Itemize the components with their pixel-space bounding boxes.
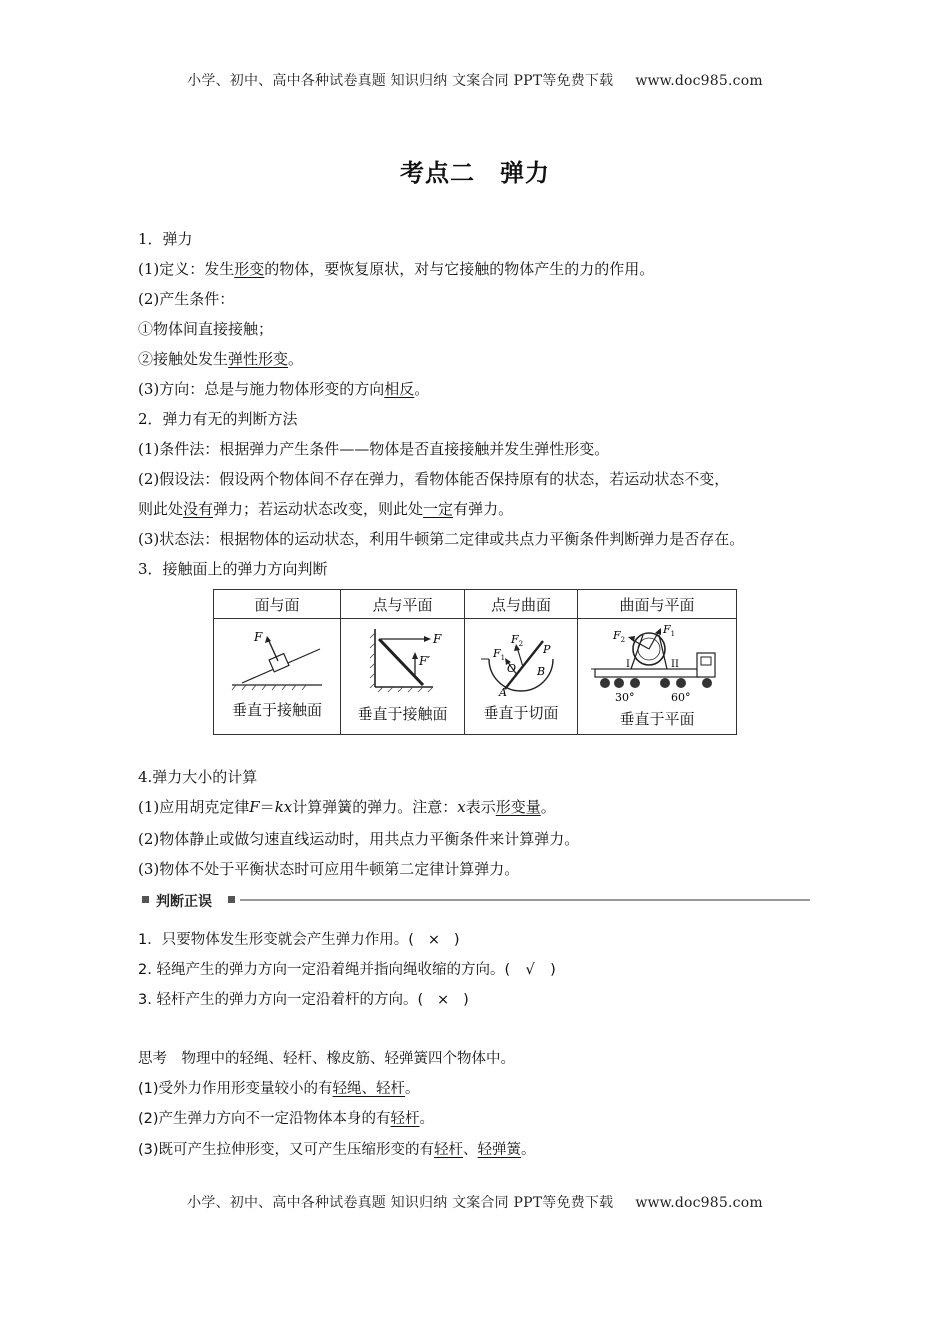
s1-condition-1: ①物体间直接接触；: [138, 320, 274, 338]
fig-label-P: P: [543, 643, 551, 656]
s2-method-2b: [138, 499, 513, 519]
header-url[interactable]: www.doc985.com: [635, 73, 763, 89]
judge-label: 判断正误: [156, 894, 212, 910]
q2-b: 。: [419, 1111, 435, 1127]
q1-b: 。: [405, 1081, 420, 1097]
q3-underline-1: 轻杆: [434, 1142, 464, 1158]
dir-a: (3)方向：总是与施力物体形变的方向: [138, 380, 385, 398]
m2b-b: 弹力；若运动状态改变，则此处: [213, 500, 424, 518]
m2b-a: 则此处: [138, 500, 184, 518]
square-bullet-icon: [142, 896, 149, 903]
s1-condition-2: [138, 349, 303, 369]
judge-2-close: ): [550, 962, 556, 978]
s4-line-3: (3)物体不处于平衡状态时可应用牛顿第二定律计算弹力。: [138, 860, 520, 878]
judge-3-close: ): [463, 992, 469, 1008]
fig-label-O: O: [507, 662, 517, 675]
judge-1-close: ): [453, 932, 460, 948]
q2-a: (2)产生弹力方向不一定沿物体本身的有: [138, 1111, 391, 1127]
s1-definition: [138, 259, 654, 279]
s1-direction: [138, 379, 429, 399]
think-intro: 思考 物理中的轻绳、轻杆、橡皮筋、轻弹簧四个物体中。: [138, 1051, 515, 1067]
think-q1: [138, 1079, 420, 1099]
rod-bowl-figure: [471, 625, 571, 697]
fig-label-truck-F1: $F_1$: [663, 625, 676, 638]
q3-underline-2: 轻弹簧: [477, 1142, 522, 1158]
q1-a: (1)受外力作用形变量较小的有: [138, 1081, 333, 1097]
caption-face-face: 垂直于接触面: [231, 701, 322, 719]
s2-method-3: (3)状态法：根据物体的运动状态，利用牛顿第二定律或共点力平衡条件判断弹力是否存在。: [138, 530, 745, 548]
fig-label-II: II: [671, 659, 679, 670]
col-header-face-face: 面与面: [214, 590, 341, 619]
think-q2: [138, 1109, 434, 1129]
s1-heading: 1．弹力: [138, 230, 193, 248]
col-header-point-plane: 点与平面: [341, 590, 465, 619]
q1-underline: 轻绳、轻杆: [332, 1081, 406, 1097]
s2-heading: 2．弹力有无的判断方法: [138, 410, 298, 428]
caption-curve-plane: 垂直于平面: [619, 710, 695, 728]
dir-underline: 相反: [384, 380, 415, 398]
judge-item-2: [138, 960, 556, 980]
s2-method-2a: (2)假设法：假设两个物体间不存在弹力，看物体能否保持原有的状态，若运动状态不变，: [138, 470, 730, 488]
cell-face-face: [214, 619, 341, 735]
fig-label-F: F: [254, 630, 263, 644]
fig-label-B: B: [537, 665, 546, 678]
c2-b: 。: [288, 350, 304, 368]
def-underline: 形变: [234, 260, 265, 278]
l1-c: 表示: [465, 798, 496, 816]
footer-url[interactable]: www.doc985.com: [635, 1195, 763, 1211]
fig-label-I: I: [626, 659, 630, 670]
q3-b: 。: [521, 1142, 536, 1158]
square-bullet-icon: [228, 896, 235, 903]
direction-table: [213, 589, 737, 735]
def-b: 的物体，要恢复原状，对与它接触的物体产生的力的作用。: [264, 260, 655, 278]
q3-a: (3)既可产生拉伸形变，又可产生压缩形变的有: [138, 1142, 435, 1158]
s4-heading: 4.弹力大小的计算: [138, 768, 258, 786]
fig-label-F-prime: F′: [418, 654, 430, 668]
cell-point-curve: [465, 619, 578, 735]
divider-line: [240, 899, 810, 901]
q2-underline: 轻杆: [390, 1111, 420, 1127]
page-header: [0, 70, 950, 90]
dir-b: 。: [414, 380, 430, 398]
judge-item-1: [138, 930, 460, 950]
l1-F: F: [249, 798, 260, 816]
page-footer: [0, 1192, 950, 1212]
cell-curve-plane: [578, 619, 737, 735]
caption-point-curve: 垂直于切面: [483, 704, 559, 722]
l1-eq: ＝: [259, 798, 275, 816]
col-header-curve-plane: 曲面与平面: [578, 590, 737, 619]
fig-label-30: 30°: [615, 691, 635, 704]
s4-line-1: [138, 797, 556, 817]
s1-condition: (2)产生条件：: [138, 290, 235, 308]
judge-2-mark: √: [525, 962, 535, 978]
fig-label-F-wall: F: [432, 632, 441, 646]
judge-section-bar: [140, 890, 810, 910]
judge-3-mark: ×: [437, 992, 450, 1008]
truck-pipe-figure: [587, 625, 727, 707]
m2b-c: 有弹力。: [453, 500, 514, 518]
m2b-underline-2: 一定: [423, 500, 454, 518]
judge-item-3: [138, 990, 469, 1010]
judge-2-text: 2. 轻绳产生的弹力方向一定沿着绳并指向绳收缩的方向。(: [138, 962, 511, 978]
footer-text: 小学、初中、高中各种试卷真题 知识归纳 文案合同 PPT等免费下载: [187, 1195, 614, 1211]
fig-label-F1: $F_1$: [493, 647, 506, 662]
fig-label-truck-F2: $F_2$: [613, 629, 626, 644]
caption-point-plane: 垂直于接触面: [357, 705, 448, 723]
l1-b: 计算弹簧的弹力。注意：: [292, 798, 458, 816]
l1-kx: kx: [274, 798, 293, 816]
l1-d: 。: [540, 798, 556, 816]
header-text: 小学、初中、高中各种试卷真题 知识归纳 文案合同 PPT等免费下载: [187, 73, 614, 89]
fig-label-60: 60°: [671, 691, 691, 704]
cell-point-plane: [341, 619, 465, 735]
c2-underline: 弹性形变: [228, 350, 289, 368]
s2-method-1: (1)条件法：根据弹力产生条件——物体是否直接接触并发生弹性形变。: [138, 440, 610, 458]
c2-a: ②接触处发生: [138, 350, 229, 368]
think-q3: [138, 1140, 536, 1160]
q3-m: 、: [463, 1142, 478, 1158]
fig-label-A: A: [499, 686, 507, 697]
fig-label-F2: $F_2$: [511, 633, 524, 648]
l1-a: (1)应用胡克定律: [138, 798, 250, 816]
page-title: 考点二 弹力: [400, 159, 550, 187]
s4-line-2: (2)物体静止或做匀速直线运动时，用共点力平衡条件来计算弹力。: [138, 830, 580, 848]
l1-underline: 形变量: [495, 798, 541, 816]
judge-1-mark: ×: [427, 932, 440, 948]
def-a: (1)定义：发生: [138, 260, 235, 278]
incline-block-figure: [222, 625, 332, 695]
l1-x: x: [457, 798, 466, 816]
col-header-point-curve: 点与曲面: [465, 590, 578, 619]
judge-3-text: 3. 轻杆产生的弹力方向一定沿着杆的方向。(: [138, 992, 424, 1008]
m2b-underline-1: 没有: [183, 500, 214, 518]
rod-wall-figure: [353, 625, 453, 695]
judge-1-text: 1．只要物体发生形变就会产生弹力作用。(: [138, 932, 414, 948]
s3-heading: 3．接触面上的弹力方向判断: [138, 560, 328, 578]
